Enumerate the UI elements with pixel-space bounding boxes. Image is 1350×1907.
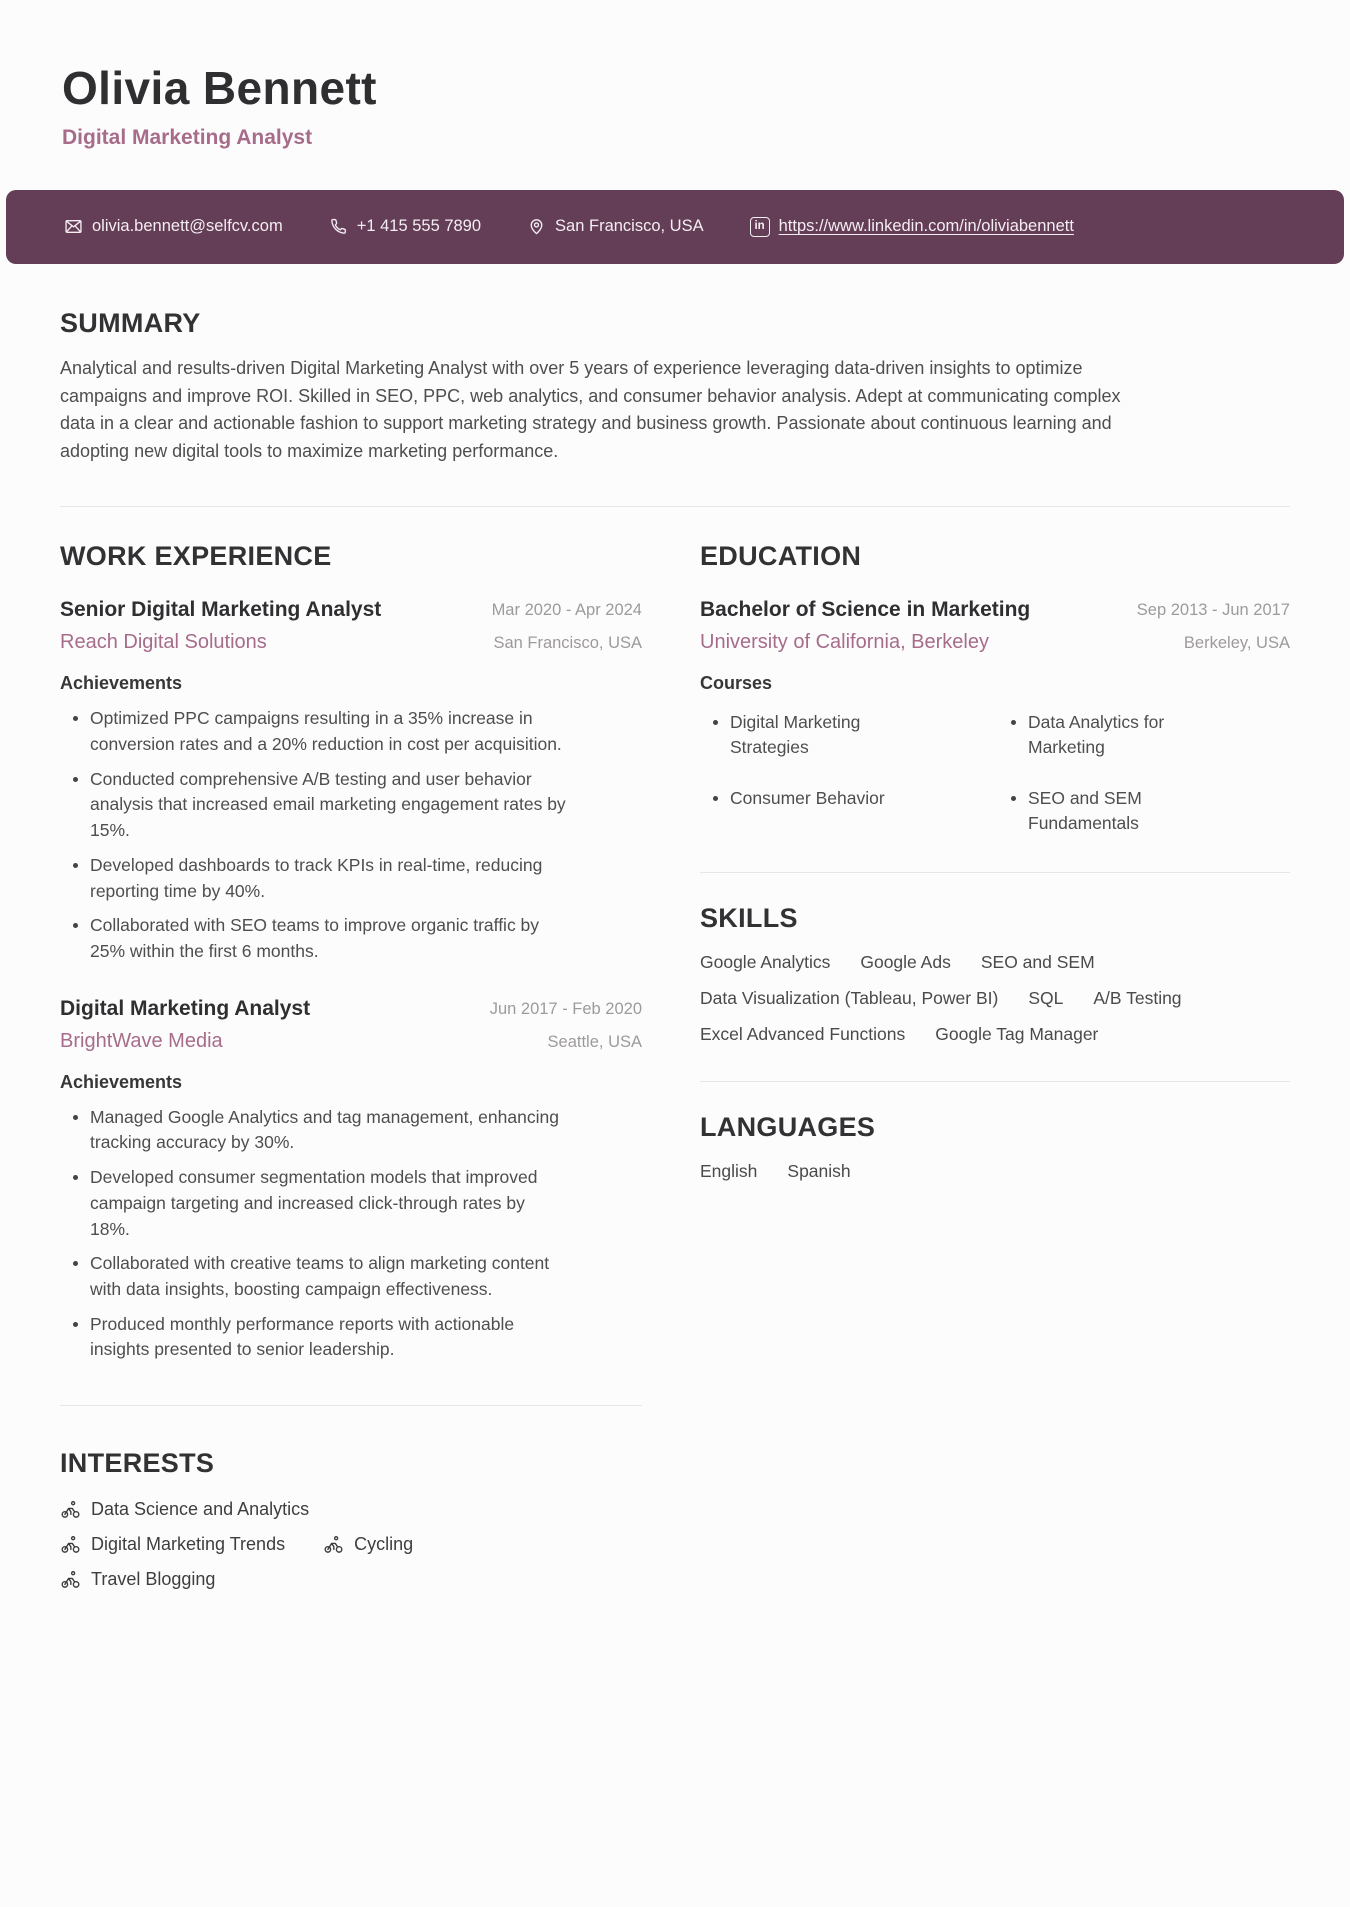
- courses-label: Courses: [700, 673, 773, 694]
- interest-item: [323, 1534, 413, 1555]
- contact-email: [64, 217, 283, 236]
- job-entry-1-achievements: [60, 706, 642, 964]
- contact-location-text: San Francisco, USA: [555, 217, 704, 236]
- skills-list: [700, 952, 1205, 1045]
- achievements-label: Achievements: [60, 673, 183, 694]
- interests-list: [60, 1499, 560, 1590]
- cyclist-icon: [60, 1534, 81, 1555]
- languages-heading: LANGUAGES: [700, 1111, 876, 1142]
- person-job-title: Digital Marketing Analyst: [62, 125, 313, 149]
- job-entry-1-header: [60, 598, 642, 654]
- cyclist-icon: [60, 1569, 81, 1590]
- contact-location: [527, 217, 704, 236]
- achievement-item: • Managed Google Analytics and tag management, enhancing tracking accuracy by 30%.: [90, 1105, 568, 1156]
- contact-email-text: olivia.bennett@selfcv.com: [92, 217, 283, 236]
- contact-linkedin: [750, 217, 1074, 237]
- interest-item: [60, 1534, 285, 1555]
- achievement-item: • Collaborated with SEO teams to improve organic traffic by 25% within the first 6 months.: [90, 913, 568, 964]
- job-dates: Mar 2020 - Apr 2024: [491, 601, 642, 620]
- course-item: • Digital Marketing Strategies: [730, 710, 930, 760]
- education-entry: [700, 598, 1290, 835]
- job-dates: Jun 2017 - Feb 2020: [489, 999, 642, 1018]
- job-entry-1: [60, 598, 642, 964]
- course-item: • Consumer Behavior: [730, 786, 930, 836]
- skill-item: A/B Testing: [1093, 987, 1182, 1008]
- job-entry-2-meta: [490, 997, 642, 1051]
- skill-item: Google Ads: [860, 951, 951, 972]
- course-item: • SEO and SEM Fundamentals: [1028, 786, 1228, 836]
- achievements-label: Achievements: [60, 1071, 183, 1092]
- job-title: Senior Digital Marketing Analyst: [60, 598, 382, 622]
- job-entry-2-titles: [60, 997, 310, 1053]
- resume-header: [0, 0, 1350, 150]
- degree-title: Bachelor of Science in Marketing: [700, 598, 1031, 622]
- work-experience-heading: WORK EXPERIENCE: [60, 541, 332, 572]
- job-entry-1-titles: [60, 598, 381, 654]
- job-location: San Francisco, USA: [493, 634, 642, 653]
- achievement-item: • Optimized PPC campaigns resulting in a 35% increase in conversion rates and a 20% reduction in cost per acquisition.: [90, 706, 568, 757]
- interest-label: Digital Marketing Trends: [91, 1534, 286, 1555]
- linkedin-link[interactable]: https://www.linkedin.com/in/oliviabennett: [778, 217, 1074, 236]
- job-company: BrightWave Media: [60, 1029, 223, 1052]
- languages-list: [700, 1161, 1205, 1182]
- left-column: [60, 541, 642, 1590]
- contact-banner: [6, 190, 1344, 264]
- achievement-item: • Conducted comprehensive A/B testing and user behavior analysis that increased email marketing engagement rates by 15%.: [90, 767, 568, 844]
- summary-section: [60, 308, 1290, 467]
- right-column: [700, 541, 1290, 1590]
- summary-heading: SUMMARY: [60, 307, 201, 338]
- skills-divider: [700, 872, 1290, 873]
- interest-item: [60, 1499, 309, 1520]
- job-entry-1-meta: [492, 598, 642, 652]
- cyclist-icon: [60, 1499, 81, 1520]
- achievement-item: • Developed consumer segmentation models that improved campaign targeting and increased click-through rates by 18%.: [90, 1165, 568, 1242]
- job-entry-2: [60, 997, 642, 1363]
- job-title: Digital Marketing Analyst: [60, 996, 311, 1020]
- resume-body: [0, 308, 1350, 1591]
- job-location: Seattle, USA: [547, 1032, 642, 1051]
- education-dates: Sep 2013 - Jun 2017: [1136, 601, 1290, 620]
- interest-item: [60, 1569, 215, 1590]
- contact-phone: [329, 217, 481, 236]
- interest-label: Data Science and Analytics: [91, 1499, 310, 1520]
- skill-item: Google Analytics: [700, 951, 831, 972]
- summary-text: Analytical and results-driven Digital Marketing Analyst with over 5 years of experience leveraging data-driven insights to optimize campaigns and improve ROI. Skilled in SEO, PPC, web analytics, and consumer behavior analysis. Adept at communicating complex data in a clear and actionable fashion to support marketing strategy and business growth. Passionate about continuous learning and adopting new digital tools to maximize marketing performance.: [60, 357, 1121, 462]
- skill-item: SQL: [1028, 987, 1064, 1008]
- education-heading: EDUCATION: [700, 541, 862, 572]
- interests-heading: INTERESTS: [60, 1448, 215, 1479]
- location-icon: [527, 217, 546, 236]
- education-entry-header: [700, 598, 1290, 654]
- interest-label: Travel Blogging: [91, 1569, 216, 1590]
- person-name: Olivia Bennett: [62, 62, 377, 114]
- job-company: Reach Digital Solutions: [60, 631, 267, 654]
- contact-phone-text: +1 415 555 7890: [356, 217, 482, 236]
- achievement-item: • Developed dashboards to track KPIs in real-time, reducing reporting time by 40%.: [90, 853, 568, 904]
- email-icon: [64, 217, 83, 236]
- linkedin-icon: in: [750, 217, 770, 237]
- phone-icon: [329, 217, 348, 236]
- job-entry-2-achievements: [60, 1105, 642, 1363]
- job-entry-2-header: [60, 997, 642, 1053]
- skill-item: Data Visualization (Tableau, Power BI): [700, 987, 999, 1008]
- language-item: English: [700, 1160, 758, 1181]
- education-entry-titles: [700, 598, 1030, 654]
- education-entry-meta: [1137, 598, 1290, 652]
- skill-item: SEO and SEM: [980, 951, 1095, 972]
- achievement-item: • Collaborated with creative teams to align marketing content with data insights, boosting campaign effectiveness.: [90, 1251, 568, 1302]
- course-item: • Data Analytics for Marketing: [1028, 710, 1228, 760]
- interests-divider: [60, 1405, 642, 1406]
- skill-item: Excel Advanced Functions: [700, 1023, 906, 1044]
- interest-label: Cycling: [354, 1534, 414, 1555]
- school-name: University of California, Berkeley: [700, 631, 989, 654]
- achievement-item: • Produced monthly performance reports with actionable insights presented to senior leadership.: [90, 1312, 568, 1363]
- courses-list: [700, 710, 1290, 835]
- education-location: Berkeley, USA: [1183, 634, 1290, 653]
- languages-divider: [700, 1081, 1290, 1082]
- two-column-layout: [60, 541, 1290, 1590]
- skills-heading: SKILLS: [700, 902, 798, 933]
- cyclist-icon: [323, 1534, 344, 1555]
- language-item: Spanish: [787, 1160, 851, 1181]
- summary-divider: [60, 506, 1290, 507]
- skill-item: Google Tag Manager: [935, 1023, 1099, 1044]
